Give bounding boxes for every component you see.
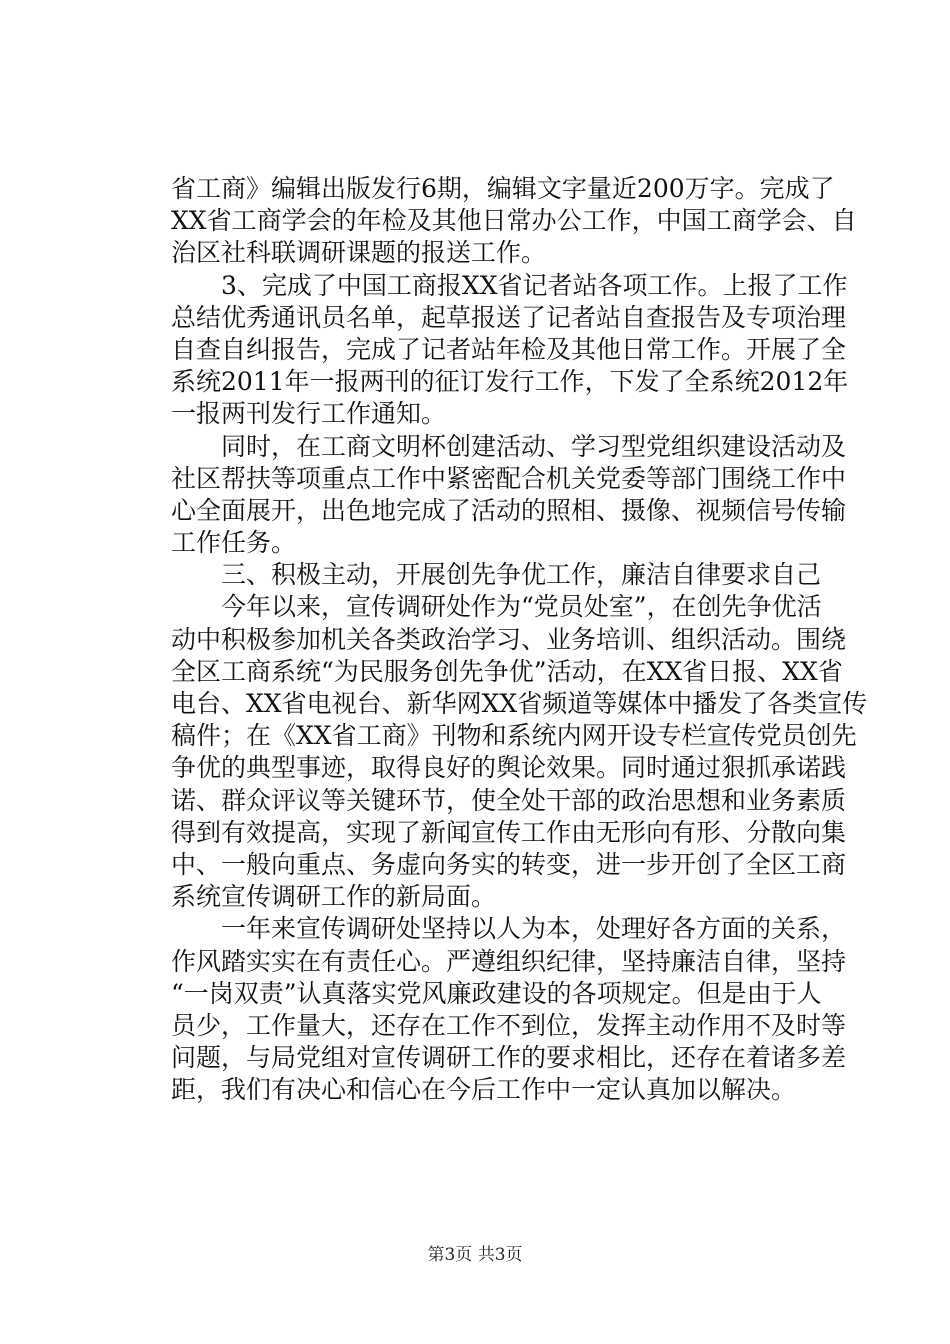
- text-line: 诺、群众评议等关键环节，使全处干部的政治思想和业务素质: [171, 785, 847, 815]
- text-line: 工作任务。: [171, 528, 297, 558]
- text-line: 系统宣传调研工作的新局面。: [171, 882, 497, 912]
- text-line: XX省工商学会的年检及其他日常办公工作，中国工商学会、自: [171, 206, 857, 236]
- text-line: 总结优秀通讯员名单，起草报送了记者站自查报告及专项治理: [171, 302, 847, 332]
- text-line: 一报两刊发行工作通知。: [171, 399, 447, 429]
- text-line: 争优的典型事迹，取得良好的舆论效果。同时通过狠抓承诺践: [171, 753, 847, 783]
- text-line: 3、完成了中国工商报XX省记者站各项工作。上报了工作: [221, 270, 848, 300]
- text-line: 治区社科联调研课题的报送工作。: [171, 238, 547, 268]
- body-text: [171, 173, 868, 1106]
- text-line: 电台、XX省电视台、新华网XX省频道等媒体中播发了各类宣传: [171, 689, 868, 718]
- text-line: 动中积极参加机关各类政治学习、业务培训、组织活动。围绕: [171, 624, 847, 654]
- text-line: 问题，与局党组对宣传调研工作的要求相比，还存在着诸多差: [171, 1043, 847, 1073]
- text-line: “一岗双责”认真落实党风廉政建设的各项规定。但是由于人: [171, 978, 822, 1008]
- text-line: 一年来宣传调研处坚持以人为本，处理好各方面的关系，: [221, 914, 847, 944]
- page-footer: 第3页 共3页: [427, 1245, 523, 1265]
- text-line: 员少，工作量大，还存在工作不到位，发挥主动作用不及时等: [171, 1010, 847, 1040]
- text-line: 三、积极主动，开展创先争优工作，廉洁自律要求自己: [221, 560, 822, 590]
- paragraph: [171, 431, 847, 560]
- text-line: 省工商》编辑出版发行6期，编辑文字量近200万字。完成了: [171, 174, 835, 203]
- text-line: 同时，在工商文明杯创建活动、学习型党组织建设活动及: [221, 431, 847, 461]
- text-line: 作风踏实实在有责任心。严遵组织纪律，坚持廉洁自律，坚持: [171, 946, 847, 976]
- text-line: 心全面展开，出色地完成了活动的照相、摄像、视频信号传输: [171, 495, 847, 525]
- text-line: 自查自纠报告，完成了记者站年检及其他日常工作。开展了全: [171, 334, 847, 364]
- text-line: 社区帮扶等项重点工作中紧密配合机关党委等部门围绕工作中: [171, 463, 847, 493]
- paragraph: [171, 591, 868, 913]
- text-line: 今年以来，宣传调研处作为“党员处室”，在创先争优活: [221, 592, 822, 622]
- text-line: 稿件；在《XX省工商》刊物和系统内网开设专栏宣传党员创先: [171, 721, 857, 751]
- paragraph: [171, 559, 822, 591]
- text-line: 距，我们有决心和信心在今后工作中一定认真加以解决。: [171, 1075, 797, 1105]
- text-line: 全区工商系统“为民服务创先争优”活动，在XX省日报、XX省: [171, 656, 843, 686]
- paragraph: [171, 173, 857, 270]
- paragraph: [171, 913, 847, 1106]
- text-line: 中、一般向重点、务虚向务实的转变，进一步开创了全区工商: [171, 849, 847, 879]
- text-line: 得到有效提高，实现了新闻宣传工作由无形向有形、分散向集: [171, 817, 847, 847]
- paragraph: [171, 270, 849, 431]
- text-line: 系统2011年一报两刊的征订发行工作，下发了全系统2012年: [171, 367, 849, 397]
